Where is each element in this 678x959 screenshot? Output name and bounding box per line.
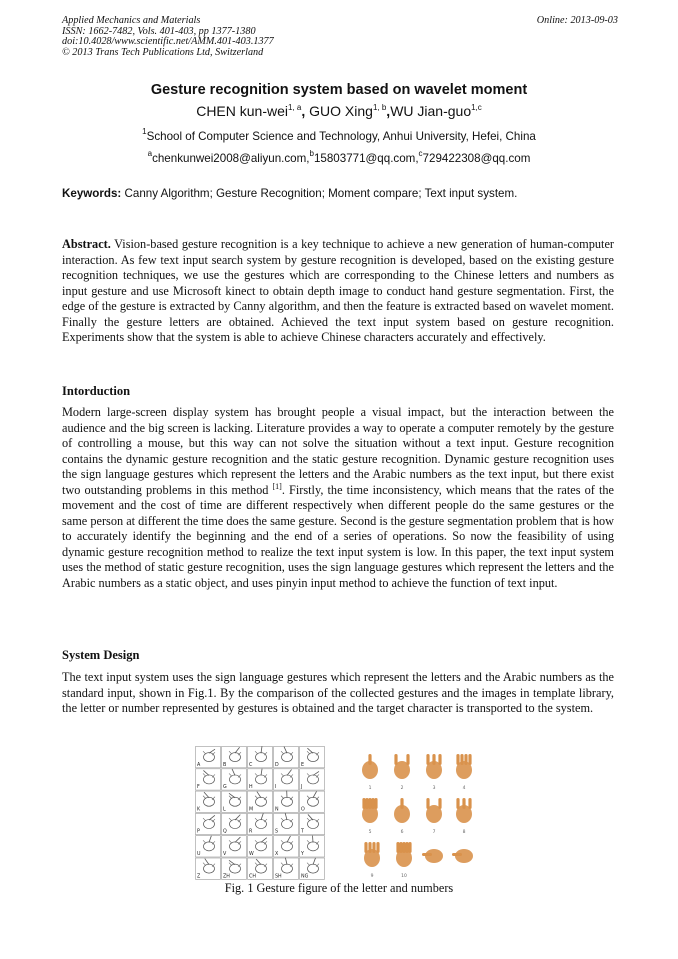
- letter-label: Q: [223, 829, 227, 835]
- letter-label: L: [223, 807, 226, 813]
- author-superscript: 1,c: [471, 103, 482, 112]
- letter-label: N: [275, 807, 279, 813]
- keywords: [62, 187, 618, 200]
- letter-label: S: [275, 829, 279, 835]
- number-gesture-hand-icon: [362, 798, 378, 823]
- number-gesture-hand-icon: [456, 754, 472, 779]
- number-label: 8: [462, 830, 466, 835]
- letter-label: W: [249, 852, 254, 857]
- letter-gesture-grid: [195, 746, 325, 880]
- author-separator: ,: [386, 103, 391, 119]
- letter-label: O: [301, 807, 305, 813]
- letter-label: D: [275, 762, 279, 768]
- author-name: GUO Xing: [305, 103, 373, 119]
- introduction-body: [62, 405, 614, 591]
- author-superscript: 1, a: [288, 103, 302, 112]
- paper-title: Gesture recognition system based on wavelet moment: [150, 82, 528, 98]
- email-superscript: c: [418, 149, 423, 158]
- number-gesture-hand-icon: [456, 798, 472, 823]
- number-label: 6: [400, 830, 404, 835]
- letter-label: NG: [301, 874, 309, 880]
- number-gesture-hand-icon: [364, 842, 380, 867]
- introduction-text: Modern large-screen display system has brought people a visual impact, but the interaction between the audience and the big screen is lacking. Literature provides a way to operate a computer remotely by the gesture of controlling a mouse, but this way can not solve the situation without a text input. Gesture recognition contains the dynamic gesture recognition and the static gesture recognition. Dynamic gesture recognition uses the sign language gestures which represent the letters and the Arabic numbers as the text input, but there exist two outstanding problems in this method: [62, 405, 614, 497]
- number-label: 9: [370, 874, 374, 879]
- letter-label: A: [197, 762, 201, 768]
- number-label: 4: [462, 786, 466, 791]
- letter-label: X: [275, 852, 279, 857]
- letter-label: F: [197, 785, 200, 791]
- number-label: 5: [368, 830, 372, 835]
- abstract-text: Vision-based gesture recognition is a key technique to achieve a new generation of human-computer interaction. As few text input search system by gesture recognition is developed, based on the existing gesture recognition techniques, we use the gestures which are corresponding to the Chinese letters and numbers as input gesture and use Microsoft kinect to obtain depth image to conduct hand gesture segmentation. First, the edge of the gesture is extracted by Canny algorithm, and then the feature is extracted based on wavelet moment. Finally the gesture letters are obtained. Achieved the text input system based on gesture recognition. Experiments show that the system is able to achieve Chinese characters accurately and effectively.: [62, 237, 614, 344]
- letter-label: H: [249, 785, 253, 791]
- email-address: 15803771@qq.com,: [313, 152, 419, 165]
- introduction-heading: Intorduction: [62, 384, 131, 398]
- journal-header: [62, 16, 618, 58]
- letter-label: U: [197, 852, 201, 857]
- letter-label: E: [301, 762, 305, 768]
- abstract: [62, 237, 614, 346]
- citation-ref: [1]: [272, 481, 282, 491]
- number-label: 10: [401, 874, 407, 879]
- letter-label: R: [249, 829, 253, 835]
- number-gesture-grid: [352, 746, 480, 880]
- number-gesture-hand-icon: [426, 798, 442, 823]
- author-name: CHEN kun-wei: [196, 103, 289, 119]
- affiliation-superscript: 1: [142, 127, 147, 136]
- email-address: chenkunwei2008@aliyun.com,: [152, 152, 310, 165]
- number-label: 3: [432, 786, 436, 791]
- letter-label: Z: [197, 874, 201, 880]
- letter-label: V: [223, 852, 227, 857]
- letter-label: CH: [249, 874, 256, 880]
- doi-line: doi:10.4028/www.scientific.net/AMM.401-403.1377: [62, 36, 274, 48]
- number-label: 1: [368, 786, 372, 791]
- introduction-text-cont: . Firstly, the time inconsistency, which means that the rates of the movement and the cost of time are different respectively when different people do the same gestures or the same person at different the time does the same gesture. Second is the gesture segmentation problem that is how to accurately identify the beginning and the end of a series of operations. So now the feasibility of using dynamic gesture recognition method to realize the text input system is low. In this paper, the text input system uses the method of static gesture recognition, uses the sign language gestures which represent the letters and the Arabic numbers as a static object, and uses pinyin input method to achieve the function of text input.: [62, 482, 614, 590]
- number-gesture-hand-icon: [422, 849, 443, 863]
- letter-label: ZH: [223, 874, 230, 880]
- number-gesture-hand-icon: [396, 842, 412, 867]
- keywords-text: Canny Algorithm; Gesture Recognition; Moment compare; Text input system.: [121, 187, 518, 200]
- letter-label: Y: [301, 852, 304, 857]
- number-gesture-hand-icon: [362, 754, 378, 779]
- letter-label: T: [301, 829, 304, 835]
- author-name: WU Jian-guo: [390, 103, 472, 119]
- issn-line: ISSN: 1662-7482, Vols. 401-403, pp 1377-1380: [62, 25, 256, 37]
- number-gesture-hand-icon: [394, 798, 410, 823]
- number-label: 2: [400, 786, 404, 791]
- number-gesture-hand-icon: [426, 754, 442, 779]
- letter-label: K: [197, 807, 201, 813]
- letter-label: P: [197, 829, 200, 835]
- number-label: 7: [432, 830, 436, 835]
- letter-label: C: [249, 762, 253, 768]
- author-list: [0, 103, 678, 119]
- letter-gesture-cell: [300, 769, 325, 790]
- number-gesture-hand-icon: [452, 849, 473, 863]
- journal-name: Applied Mechanics and Materials: [62, 15, 201, 26]
- copyright-line: © 2013 Trans Tech Publications Ltd, Switzerland: [62, 46, 264, 58]
- system-design-body: The text input system uses the sign language gestures which represent the letters and the Arabic numbers as the standard input, shown in Fig.1. By the comparison of the collected gestures and the images in template library, the letter or number represented by gestures is obtained and the target character is transported to the system.: [62, 670, 614, 715]
- letter-label: G: [223, 785, 227, 791]
- letter-label: SH: [275, 874, 282, 880]
- keywords-label: Keywords:: [62, 187, 122, 200]
- abstract-label: Abstract.: [62, 237, 111, 251]
- email-list: [0, 149, 678, 165]
- letter-gesture-cell: [274, 769, 299, 790]
- letter-label: I: [275, 785, 277, 791]
- author-superscript: 1, b: [372, 103, 387, 112]
- figure-caption: Fig. 1 Gesture figure of the letter and numbers: [224, 881, 454, 895]
- letter-label: B: [223, 762, 227, 768]
- email-superscript: b: [309, 149, 314, 158]
- email-address: 729422308@qq.com: [422, 152, 531, 165]
- system-design-heading: System Design: [62, 648, 140, 662]
- letter-label: J: [301, 785, 303, 791]
- number-gesture-hand-icon: [394, 754, 410, 779]
- author-separator: ,: [301, 103, 306, 119]
- letter-label: M: [249, 807, 254, 813]
- email-superscript: a: [147, 149, 153, 158]
- affiliation-text: School of Computer Science and Technology, Anhui University, Hefei, China: [146, 130, 536, 143]
- online-date: Online: 2013-09-03: [536, 15, 618, 26]
- affiliation: [0, 127, 678, 143]
